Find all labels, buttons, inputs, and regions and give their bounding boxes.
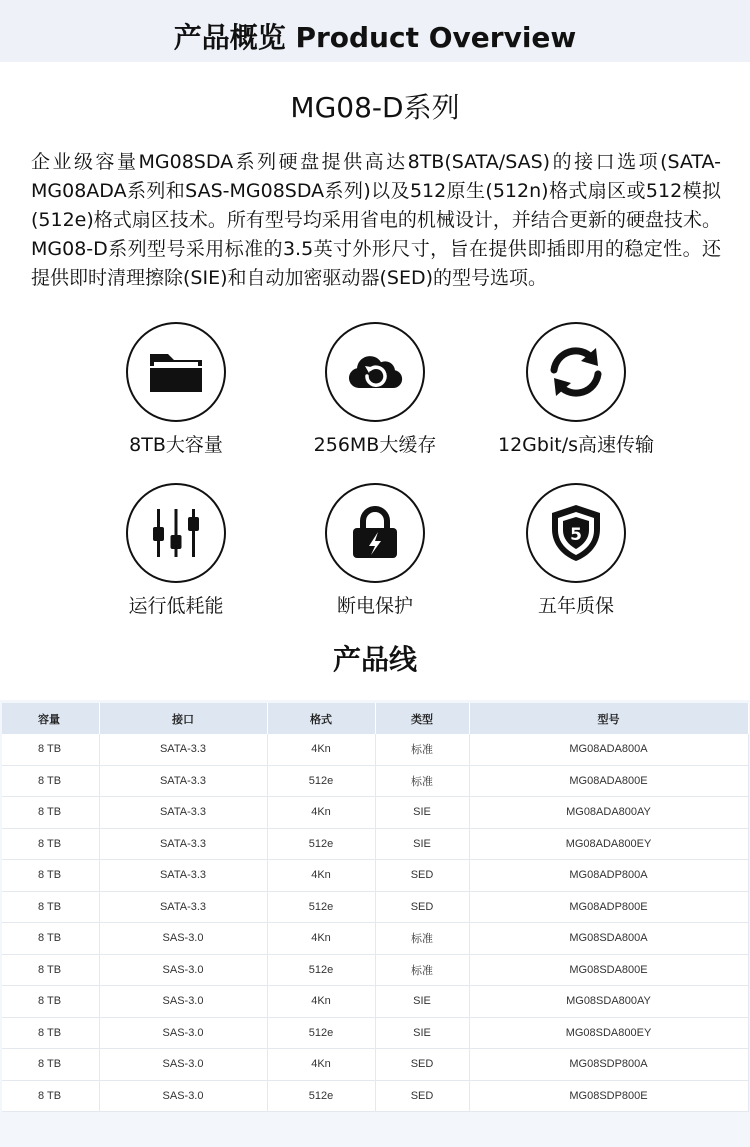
cell-capacity: 8 TB xyxy=(2,765,99,797)
cell-interface: SAS-3.0 xyxy=(99,1080,267,1112)
shield-five-icon xyxy=(544,501,608,565)
cell-type: 标准 xyxy=(375,954,469,986)
cell-capacity: 8 TB xyxy=(2,1080,99,1112)
column-header: 类型 xyxy=(375,703,469,734)
series-description: 企业级容量MG08SDA系列硬盘提供高达8TB(SATA/SAS)的接口选项(SATA-MG08ADA系列和SAS-MG08SDA系列)以及512原生(512n)格式扇区或512模拟(512e)格式扇区技术。所有型号均采用省电的机械设计，并结合更新的硬盘技术。MG08-D系列型号采用标准的3.5英寸外形尺寸，旨在提供即插即用的稳定性。还提供即时清理擦除(SIE)和自动加密驱动器(SED)的型号选项。 xyxy=(31,151,721,289)
table-row xyxy=(2,765,748,797)
cell-capacity: 8 TB xyxy=(2,891,99,923)
feature-transfer xyxy=(476,322,676,472)
cell-capacity: 8 TB xyxy=(2,1017,99,1049)
table-row xyxy=(2,734,748,765)
cell-interface: SATA-3.3 xyxy=(99,797,267,829)
feature-label: 256MB大缓存 xyxy=(313,434,437,456)
cell-model: MG08ADP800E xyxy=(469,891,748,923)
series-title: MG08-D系列 xyxy=(290,91,460,124)
cell-format: 4Kn xyxy=(267,734,375,765)
cell-format: 4Kn xyxy=(267,986,375,1018)
cell-format: 512e xyxy=(267,765,375,797)
feature-cache xyxy=(275,322,475,472)
cell-model: MG08SDP800A xyxy=(469,1049,748,1081)
feature-icon-circle xyxy=(325,322,425,422)
cell-model: MG08SDA800EY xyxy=(469,1017,748,1049)
table-row xyxy=(2,923,748,955)
cell-model: MG08SDP800E xyxy=(469,1080,748,1112)
feature-icon-circle xyxy=(526,322,626,422)
table-row xyxy=(2,954,748,986)
feature-label: 五年质保 xyxy=(537,595,614,617)
column-header: 格式 xyxy=(267,703,375,734)
cell-model: MG08ADA800AY xyxy=(469,797,748,829)
cell-format: 512e xyxy=(267,891,375,923)
cell-type: SED xyxy=(375,891,469,923)
table-row xyxy=(2,1017,748,1049)
cell-model: MG08SDA800A xyxy=(469,923,748,955)
product-line-title: 产品线 xyxy=(332,643,417,676)
cell-model: MG08ADA800E xyxy=(469,765,748,797)
cell-format: 512e xyxy=(267,954,375,986)
cell-interface: SAS-3.0 xyxy=(99,923,267,955)
cell-format: 4Kn xyxy=(267,860,375,892)
cell-format: 512e xyxy=(267,1017,375,1049)
cell-type: SIE xyxy=(375,986,469,1018)
feature-label: 断电保护 xyxy=(336,595,413,617)
cell-interface: SAS-3.0 xyxy=(99,1049,267,1081)
table-row xyxy=(2,828,748,860)
cell-interface: SATA-3.3 xyxy=(99,734,267,765)
feature-icon-circle xyxy=(325,483,425,583)
table-header-row xyxy=(2,703,748,734)
cell-model: MG08ADP800A xyxy=(469,860,748,892)
cell-model: MG08SDA800AY xyxy=(469,986,748,1018)
table-row xyxy=(2,1080,748,1112)
table-row xyxy=(2,1049,748,1081)
cell-capacity: 8 TB xyxy=(2,734,99,765)
feature-warranty xyxy=(476,483,676,633)
cell-interface: SAS-3.0 xyxy=(99,1017,267,1049)
cell-interface: SAS-3.0 xyxy=(99,954,267,986)
cell-capacity: 8 TB xyxy=(2,860,99,892)
cell-interface: SATA-3.3 xyxy=(99,860,267,892)
table-row xyxy=(2,986,748,1018)
cell-type: SIE xyxy=(375,797,469,829)
cell-capacity: 8 TB xyxy=(2,986,99,1018)
cell-format: 512e xyxy=(267,828,375,860)
cell-type: SED xyxy=(375,1049,469,1081)
page-title: 产品概览 Product Overview xyxy=(173,21,577,54)
cell-format: 4Kn xyxy=(267,797,375,829)
equalizer-icon xyxy=(144,501,208,565)
cell-type: SED xyxy=(375,1080,469,1112)
column-header: 容量 xyxy=(2,703,99,734)
cell-format: 4Kn xyxy=(267,1049,375,1081)
cell-type: 标准 xyxy=(375,923,469,955)
column-header: 接口 xyxy=(99,703,267,734)
cloud-refresh-icon xyxy=(343,340,407,404)
lock-icon xyxy=(343,501,407,565)
cell-capacity: 8 TB xyxy=(2,797,99,829)
table-row xyxy=(2,860,748,892)
feature-label: 运行低耗能 xyxy=(128,595,224,617)
cell-interface: SATA-3.3 xyxy=(99,891,267,923)
feature-label: 12Gbit/s高速传输 xyxy=(498,434,654,456)
cell-model: MG08ADA800EY xyxy=(469,828,748,860)
cell-capacity: 8 TB xyxy=(2,923,99,955)
cell-model: MG08SDA800E xyxy=(469,954,748,986)
feature-power-protection xyxy=(275,483,475,633)
cell-capacity: 8 TB xyxy=(2,1049,99,1081)
product-table-container xyxy=(0,700,750,1147)
feature-capacity xyxy=(76,322,276,472)
feature-icon-circle xyxy=(526,483,626,583)
cell-interface: SATA-3.3 xyxy=(99,828,267,860)
cell-capacity: 8 TB xyxy=(2,954,99,986)
feature-power xyxy=(76,483,276,633)
folder-icon xyxy=(144,340,208,404)
feature-icon-circle xyxy=(126,322,226,422)
cell-type: SIE xyxy=(375,1017,469,1049)
table-row xyxy=(2,891,748,923)
feature-label: 8TB大容量 xyxy=(129,434,223,456)
cell-interface: SATA-3.3 xyxy=(99,765,267,797)
cell-type: SIE xyxy=(375,828,469,860)
cell-capacity: 8 TB xyxy=(2,828,99,860)
cell-type: SED xyxy=(375,860,469,892)
cell-interface: SAS-3.0 xyxy=(99,986,267,1018)
shield-digit: 5 xyxy=(570,525,582,545)
cell-format: 4Kn xyxy=(267,923,375,955)
column-header: 型号 xyxy=(469,703,748,734)
sync-arrows-icon xyxy=(544,340,608,404)
cell-format: 512e xyxy=(267,1080,375,1112)
table-row xyxy=(2,797,748,829)
cell-type: 标准 xyxy=(375,734,469,765)
cell-model: MG08ADA800A xyxy=(469,734,748,765)
product-table xyxy=(2,703,749,1112)
feature-icon-circle xyxy=(126,483,226,583)
cell-type: 标准 xyxy=(375,765,469,797)
